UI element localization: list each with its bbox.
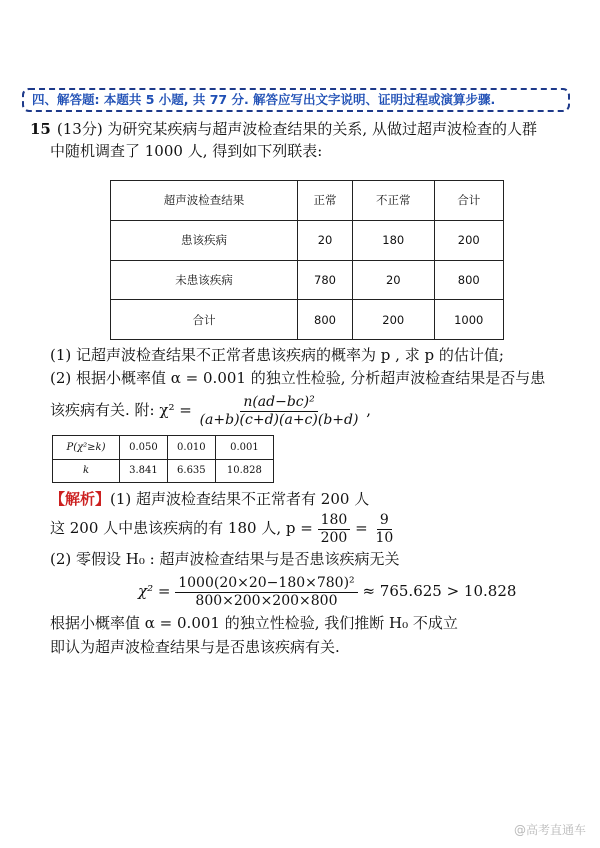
question-stem-text: (13分) 为研究某疾病与超声波检查结果的关系, 从做过超声波检查的人群 — [56, 120, 537, 138]
chi-fraction — [175, 575, 357, 610]
table-cell: 未患该疾病 — [111, 260, 298, 300]
question-stem-line1 — [30, 118, 537, 140]
solution-line1 — [50, 488, 369, 510]
table-cell: 0.050 — [120, 436, 168, 460]
table-cell: 10.828 — [215, 459, 273, 483]
table-cell: 200 — [434, 220, 504, 260]
question-stem-line2: 中随机调查了 1000 人, 得到如下列联表: — [50, 142, 323, 160]
table-cell: 200 — [353, 300, 434, 340]
table-header-cell: 正常 — [297, 181, 352, 221]
table-cell: 0.001 — [215, 436, 273, 460]
solution-part2-line1: (2) 零假设 H₀ : 超声波检查结果与是否患该疾病无关 — [50, 550, 400, 568]
solution-tag: 【解析】 — [50, 490, 111, 508]
table-cell: k — [53, 459, 120, 483]
part2-line1: (2) 根据小概率值 α = 0.001 的独立性检验, 分析超声波检查结果是否与患 — [50, 369, 546, 387]
fraction-9-10 — [372, 512, 396, 547]
table-cell: 20 — [353, 260, 434, 300]
table-cell: 780 — [297, 260, 352, 300]
table-row — [111, 260, 504, 300]
table-row — [111, 300, 504, 340]
table-cell: P(χ²≥k) — [53, 436, 120, 460]
chi-denominator: 800×200×200×800 — [195, 592, 338, 609]
table-row — [111, 220, 504, 260]
formula-trailing: , — [366, 401, 371, 419]
watermark: @高考直通车 — [513, 823, 586, 837]
question-number: 15 — [30, 120, 51, 138]
equals-sign: = — [355, 519, 368, 537]
table-cell: 180 — [353, 220, 434, 260]
fraction-denominator: 200 — [320, 529, 348, 546]
fraction-denominator: 10 — [375, 529, 394, 546]
solution-prefix: 这 200 人中患该疾病的有 180 人, p = — [50, 519, 313, 537]
table-cell: 800 — [297, 300, 352, 340]
table-cell: 合计 — [111, 300, 298, 340]
table-row — [53, 459, 274, 483]
formula-denominator: (a+b)(c+d)(a+c)(b+d) — [199, 411, 359, 428]
fraction-numerator: 180 — [318, 512, 351, 530]
critical-value-table — [52, 435, 274, 483]
table-cell: 患该疾病 — [111, 220, 298, 260]
table-header-cell: 不正常 — [353, 181, 434, 221]
solution-text: (1) 超声波检查结果不正常者有 200 人 — [110, 490, 370, 508]
chi-square-computation — [138, 573, 516, 610]
part2-prefix: 该疾病有关. 附: χ² = — [50, 401, 192, 419]
table-header-row — [111, 181, 504, 221]
table-header-cell: 合计 — [434, 181, 504, 221]
solution-part2-line3: 根据小概率值 α = 0.001 的独立性检验, 我们推断 H₀ 不成立 — [50, 614, 458, 632]
contingency-table — [110, 180, 504, 340]
table-cell: 800 — [434, 260, 504, 300]
solution-part2-line4: 即认为超声波检查结果与是否患该疾病有关. — [50, 638, 340, 656]
table-cell: 0.010 — [167, 436, 215, 460]
formula-numerator: n(ad−bc)² — [240, 394, 317, 412]
chi-numerator: 1000(20×20−180×780)² — [175, 575, 357, 593]
chi-square-formula — [197, 394, 362, 429]
solution-line2 — [50, 510, 396, 547]
table-cell: 1000 — [434, 300, 504, 340]
chi-result: ≈ 765.625 > 10.828 — [362, 582, 517, 600]
fraction-numerator: 9 — [377, 512, 392, 530]
part2-line2 — [50, 392, 371, 429]
chi-prefix: χ² = — [138, 582, 171, 600]
table-row — [53, 436, 274, 460]
table-cell: 20 — [297, 220, 352, 260]
section-header: 四、解答题: 本题共 5 小题, 共 77 分. 解答应写出文字说明、证明过程或演算步骤. — [22, 88, 570, 112]
table-cell: 6.635 — [167, 459, 215, 483]
part1-text: (1) 记超声波检查结果不正常者患该疾病的概率为 p , 求 p 的估计值; — [50, 346, 504, 364]
fraction-180-200 — [318, 512, 351, 547]
table-cell: 3.841 — [120, 459, 168, 483]
table-header-cell: 超声波检查结果 — [111, 181, 298, 221]
